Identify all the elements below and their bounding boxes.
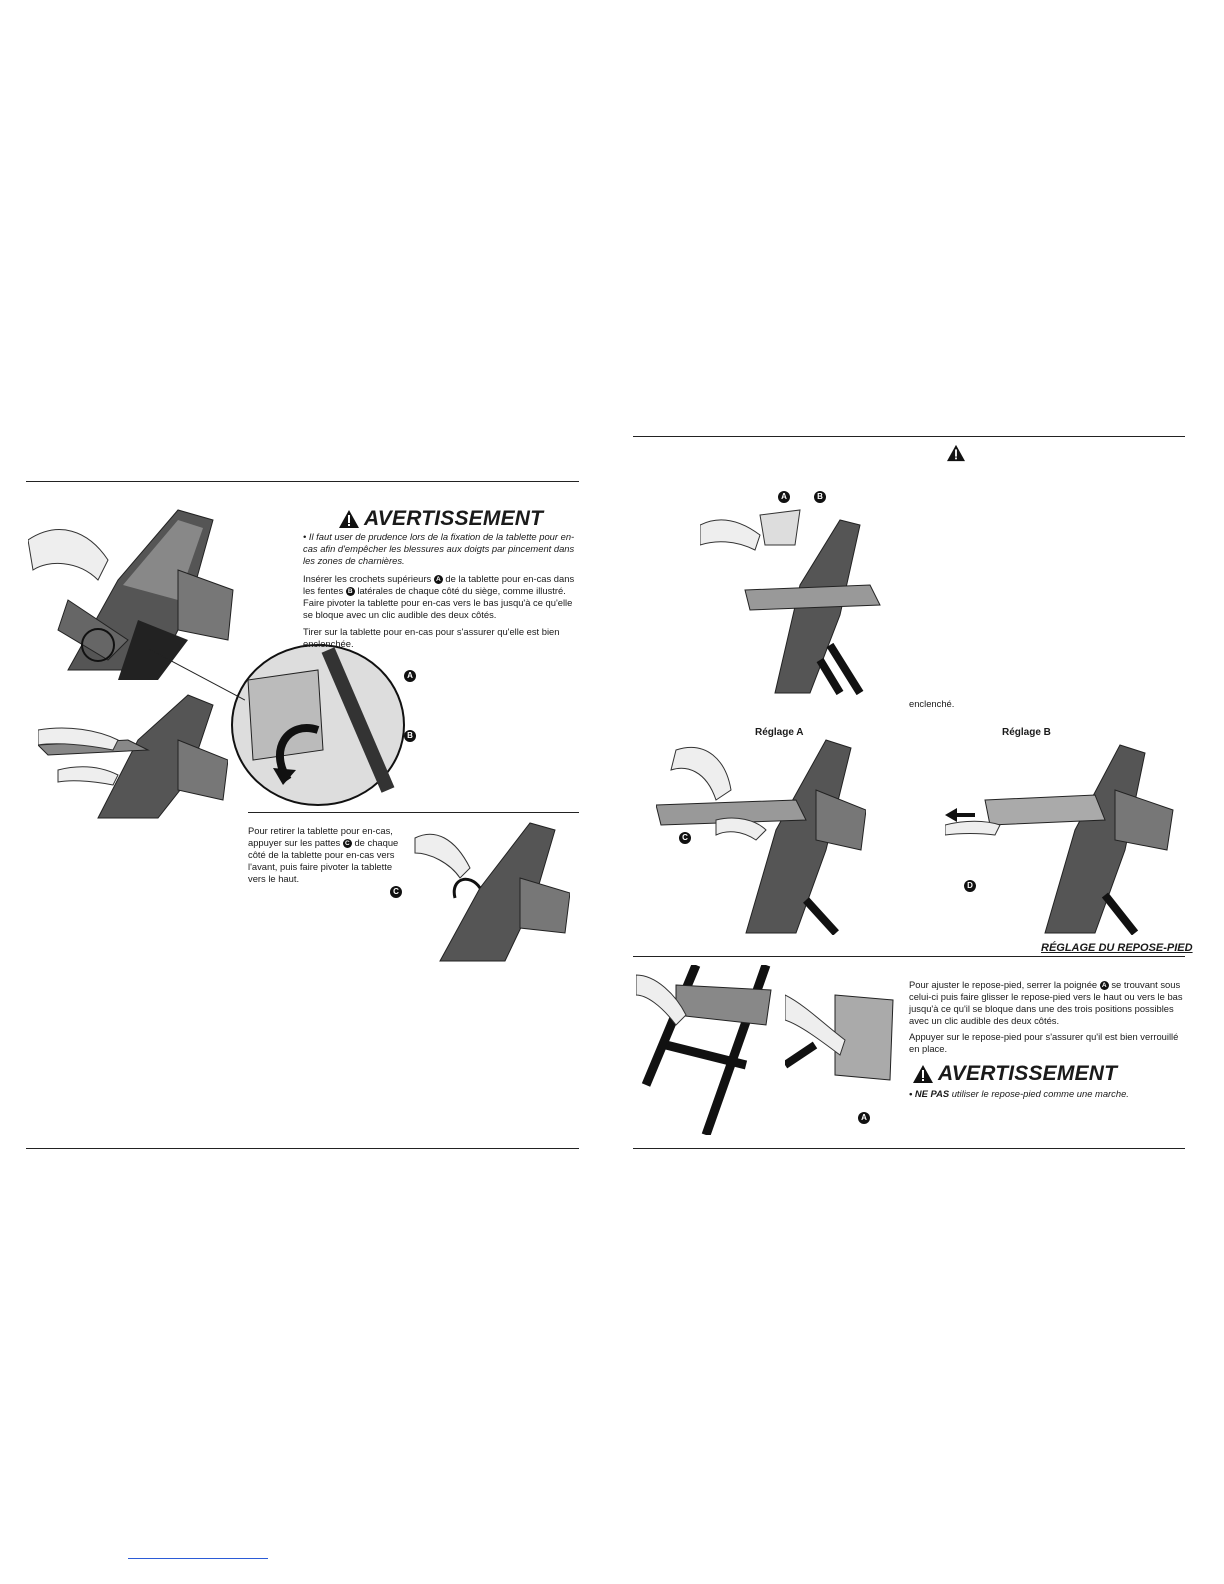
warning-title-right: [912, 1062, 1117, 1086]
instruction-remove: Pour retirer la tablette pour en-cas, appuyer sur les pattes C de chaque côté de la tablette pour en-cas vers l'avant, puis faire pivoter la tablette vers le haut.: [248, 825, 399, 884]
warning-triangle-icon: [338, 509, 360, 529]
label-badge-c: C: [390, 886, 402, 898]
inline-badge-a: A: [1100, 981, 1109, 990]
caption-reglage-b: Réglage B: [1002, 727, 1051, 738]
inline-badge-a: A: [434, 575, 443, 584]
illustration-reglage-b: [945, 735, 1175, 935]
label-badge-c: C: [679, 832, 691, 844]
warning-heading: AVERTISSEMENT: [364, 507, 544, 530]
footrest-instruction: Pour ajuster le repose-pied, serrer la poignée A se trouvant sous celui-ci puis faire glisser le repose-pied vers le haut ou vers le bas jusqu'à ce qu'il se bloque dans une des trois positions possibles avec un clic audible des deux côtés.: [909, 979, 1183, 1026]
illustration-tray-install: [700, 495, 890, 695]
illustration-footrest-2: [785, 985, 895, 1085]
rule-right-top: [633, 436, 1185, 437]
warning-heading: AVERTISSEMENT: [938, 1062, 1118, 1085]
inline-badge-b: B: [346, 587, 355, 596]
illustration-tray-attach: [28, 500, 238, 680]
rule-left-bottom: [26, 1148, 579, 1149]
instruction-attach: Insérer les crochets supérieurs A de la tablette pour en-cas dans les fentes B latérales de chaque côté du siège, comme illustré. Faire pivoter la tablette pour en-cas vers le bas jusqu'à ce qu'elle se bloque avec un clic audible des deux côtés.: [303, 573, 575, 620]
section-title-footrest: RÉGLAGE DU REPOSE-PIED: [1041, 942, 1193, 954]
label-badge-d: D: [964, 880, 976, 892]
enclenche-text: enclenché.: [909, 698, 955, 709]
illustration-tray-remove: [410, 818, 570, 963]
caption-reglage-a: Réglage A: [755, 727, 804, 738]
label-badge-a: A: [404, 670, 416, 682]
rule-left-mid: [248, 812, 579, 813]
rule-right-bottom: [633, 1148, 1185, 1149]
label-badge-a: A: [778, 491, 790, 503]
label-badge-a: A: [858, 1112, 870, 1124]
illustration-footrest-1: [636, 965, 781, 1135]
rule-right-mid: [633, 956, 1185, 957]
warning-triangle-icon: [912, 1064, 934, 1084]
warning-title-left: [338, 507, 543, 531]
instruction-check: Tirer sur la tablette pour en-cas pour s'assurer qu'elle est bien enclenchée.: [303, 626, 560, 649]
footrest-check: Appuyer sur le repose-pied pour s'assurer qu'il est bien verrouillé en place.: [909, 1031, 1179, 1054]
label-badge-b: B: [404, 730, 416, 742]
illustration-zoom-detail: [228, 640, 408, 810]
footer-link-line: [128, 1558, 268, 1559]
warning-text-right: • NE PAS utiliser le repose-pied comme une marche.: [909, 1088, 1129, 1099]
inline-badge-c: C: [343, 839, 352, 848]
rule-left-top: [26, 481, 579, 482]
warning-triangle-icon: [946, 444, 966, 462]
warning-text-left: • Il faut user de prudence lors de la fixation de la tablette pour en-cas afin d'empêcher les blessures aux doigts par pincement dans les zones de charnières.: [303, 531, 575, 566]
label-badge-b: B: [814, 491, 826, 503]
illustration-tray-attached: [38, 690, 228, 820]
